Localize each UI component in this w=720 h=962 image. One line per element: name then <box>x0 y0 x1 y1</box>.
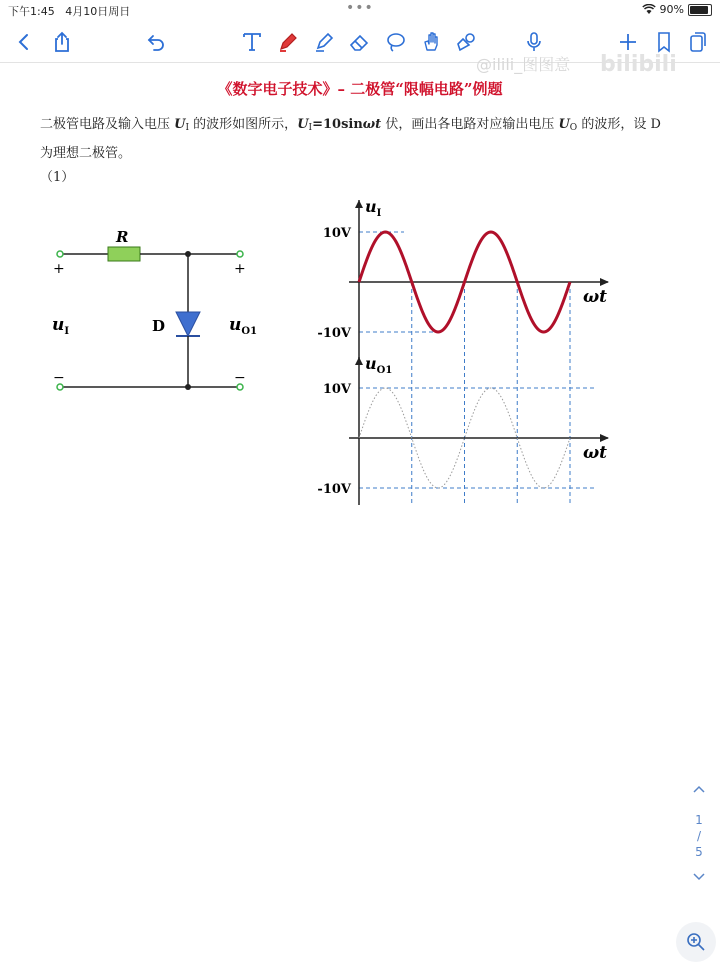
output-plus: + <box>234 261 246 277</box>
text-span: 的波形，设 D <box>577 117 661 132</box>
circuit-diagram <box>52 228 257 390</box>
tick-neg-label-2: -10V <box>317 482 351 497</box>
chevron-up-icon <box>692 784 706 794</box>
zoom-icon <box>686 932 706 952</box>
text-span: 为理想二极管。 <box>40 146 132 161</box>
part-label: （1） <box>40 170 75 185</box>
document-title: 《数字电子技术》– 二极管“限幅电路”例题 <box>217 80 503 98</box>
input-voltage-label: $u_I$ <box>52 315 70 337</box>
x-axis-label-2: ωt <box>583 443 608 463</box>
junction-node <box>185 384 191 390</box>
x-axis-arrow-2 <box>600 434 609 442</box>
page-separator: / <box>696 829 702 843</box>
symbol-u: U <box>558 117 570 132</box>
text-span: 的波形如图所示， <box>189 117 298 132</box>
multitask-dots[interactable]: ••• <box>346 0 374 16</box>
status-time: 下午1:45 4月10日周日 <box>8 5 131 18</box>
y-axis-arrow-1 <box>355 200 363 208</box>
watermark-text: @ilili_图图意 <box>476 55 571 74</box>
x-axis-arrow-1 <box>600 278 609 286</box>
total-pages: 5 <box>695 845 703 859</box>
symbol-u: U <box>297 117 309 132</box>
output-minus: − <box>234 370 246 386</box>
text-span: 伏，画出各电路对应输出电压 <box>381 117 559 132</box>
resistor <box>108 247 140 261</box>
output-voltage-label: $u_{O1}$ <box>229 315 258 337</box>
x-axis-label-1: ωt <box>583 287 608 307</box>
battery-percent: 90% <box>659 3 684 16</box>
resistor-label: R <box>116 228 129 246</box>
chevron-down-icon <box>692 872 706 882</box>
subscript: I <box>308 123 313 133</box>
omega-t: ωt <box>362 117 382 132</box>
waveform-graphs <box>317 197 609 505</box>
current-page: 1 <box>695 813 703 827</box>
page-indicator <box>684 780 714 888</box>
y-axis-label-1: $u_I$ <box>365 197 382 219</box>
y-axis-arrow-2 <box>355 357 363 365</box>
tick-pos-label-1: 10V <box>322 226 351 241</box>
page-down-button[interactable] <box>684 868 714 888</box>
tick-pos-label-2: 10V <box>322 382 351 397</box>
input-minus: − <box>53 370 65 386</box>
equation-value: =10sin <box>312 117 363 132</box>
input-plus: + <box>53 261 65 277</box>
zoom-button[interactable] <box>676 922 716 962</box>
tick-neg-label-1: -10V <box>317 326 351 341</box>
text-span: 二极管电路及输入电压 <box>40 117 175 132</box>
diode-label: D <box>152 317 166 335</box>
subscript: O <box>569 123 578 133</box>
y-axis-label-2: $u_{O1}$ <box>365 354 393 376</box>
terminal-node <box>57 251 63 257</box>
watermark-logo: bilibili <box>600 52 677 77</box>
subscript: I <box>185 123 190 133</box>
symbol-u: U <box>174 117 186 132</box>
junction-node <box>185 251 191 257</box>
page-up-button[interactable] <box>684 780 714 800</box>
terminal-node <box>237 251 243 257</box>
diode-symbol <box>176 312 200 336</box>
